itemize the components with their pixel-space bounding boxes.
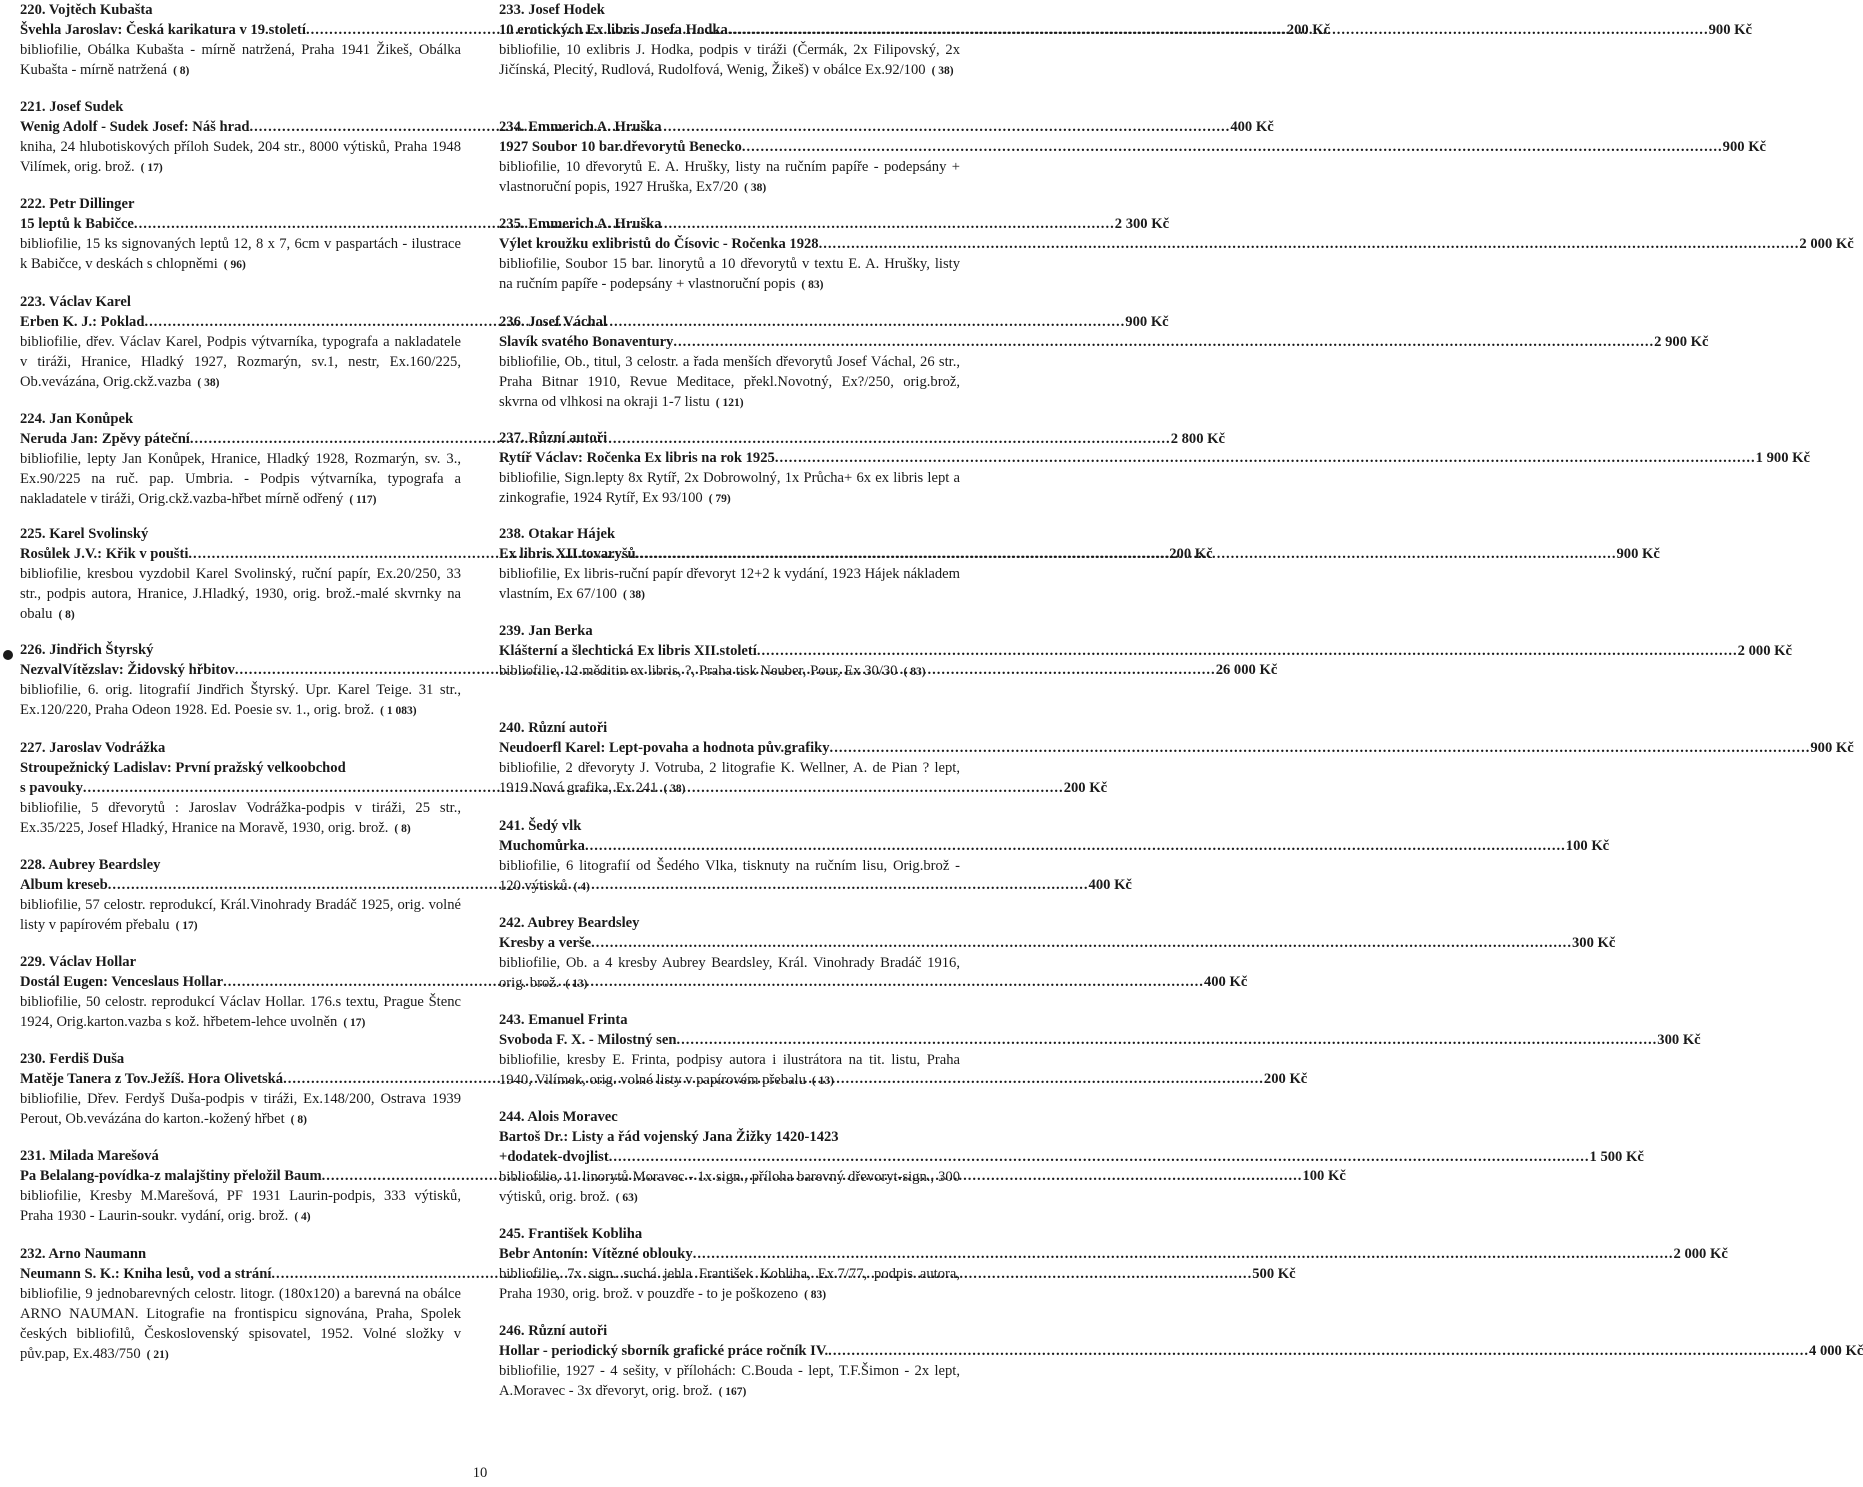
lot-price: 500 Kč [1252,1266,1296,1282]
lot-description: bibliofilie, 11 linorytů Moravec - 1x sign., příloha barevný dřevoryt-sign., 300 výtisků, orig. brož. ( 63) [499,1169,960,1205]
lot-heading: 225. Karel Svolinský [20,526,149,542]
lot-price: 400 Kč [1203,974,1248,990]
lot-price: 900 Kč [1708,22,1752,38]
lot-description: kniha, 24 hlubotiskových příloh Sudek, 204 str., 8000 výtisků, Praha 1948 Vilímek, orig. brož. ( 17) [20,139,461,175]
lot-price: 26 000 Kč [1215,662,1278,678]
lot-bid: ( 83) [801,279,824,291]
lot-description: bibliofilie, 1927 - 4 sešity, v přílohách: C.Bouda - lept, T.F.Šimon - 2x lept, A.Moravec - 3x dřevoryt, orig. brož. ( 167) [499,1363,960,1399]
lot-title-line: Wenig Adolf - Sudek Josef: Náš hrad ..... 400 Kč [20,117,461,137]
lot-description: bibliofilie, lepty Jan Konůpek, Hranice, Hladký 1928, Rozmarýn, sv. 3., Ex.90/225 na ruč. pap. Umbria. - Podpis výtvarníka, typografa a nakladatele v tiráži, Orig.ckž.vazba-hřbet mírně odřený ( 117) [20,451,461,507]
lot-heading: 245. František Kobliha [499,1226,643,1242]
lot-heading: 220. Vojtěch Kubašta [20,2,153,18]
lot-title-line: Klášterní a šlechtická Ex libris XII.století ..... 2 000 Kč [499,641,960,661]
lot-title-line: Rosůlek J.V.: Křik v poušti ..... 200 Kč [20,544,461,564]
lot-title-line: Švehla Jaroslav: Česká karikatura v 19.století ..... 200 Kč [20,20,461,40]
lot-description: bibliofilie, Obálka Kubašta - mírně natržená, Praha 1941 Žikeš, Obálka Kubašta - mírně natržená ( 8) [20,42,461,78]
lot-title-line: Svoboda F. X. - Milostný sen ..... 300 Kč [499,1030,960,1050]
lot-heading: 239. Jan Berka [499,623,593,639]
lot-title-line: Rytíř Václav: Ročenka Ex libris na rok 1925 ..... 1 900 Kč [499,448,960,468]
lot-bid: ( 4) [294,1211,311,1223]
lot-description: bibliofilie, Ob. a 4 kresby Aubrey Beardsley, Král. Vinohrady Bradáč 1916, orig. brož. ( 13) [499,955,960,991]
lot-bid: ( 38) [744,182,767,194]
lot-price: 200 Kč [1263,1071,1308,1087]
lot-title-line: Matěje Tanera z Tov.Ježíš. Hora Olivetská ..... 200 Kč [20,1069,461,1089]
lot-description: bibliofilie, 6 litografií od Šedého Vlka, tisknuty na ručním lisu, Orig.brož - 120 výtisků ( 4) [499,858,960,894]
lot-bid: ( 121) [715,397,744,409]
lot-description: bibliofilie, dřev. Václav Karel, Podpis výtvarníka, typografa a nakladatele v tiráži, Hranice, Hladký 1927, Rozmarýn, sv.1, nestr, Ex.160/225, Ob.vevázána, Orig.ckž.vazba ( 38) [20,334,461,390]
lot-heading: 235. Emmerich A. Hruška [499,216,662,232]
lot-price: 400 Kč [1230,119,1274,135]
lot-bid: ( 8) [290,1114,307,1126]
lot-heading: 236. Josef Váchal [499,314,607,330]
lot-bid: ( 17) [175,920,198,932]
lot-description: bibliofilie, 9 jednobarevných celostr. litogr. (180x120) a barevná na obálce ARNO NAUMAN. Litografie na frontispicu signována, Praha, Spolek českých bibliofilů, Československý spisovatel, 1952. Volné složky v pův.pap, Ex.483/750 ( 21) [20,1286,461,1362]
lot-title-line: Album kreseb ..... 400 Kč [20,875,461,895]
lot-description: bibliofilie, 10 exlibris J. Hodka, podpis v tiráži (Čermák, 2x Filipovský, 2x Jičínská, Plecitý, Rudlová, Rudolfová, Wenig, Žikeš) v obálce Ex.92/100 ( 38) [499,42,960,78]
lot-price: 2 000 Kč [1673,1246,1728,1262]
lot-description: bibliofilie, Ex libris-ruční papír dřevoryt 12+2 k vydání, 1923 Hájek nákladem vlastním, Ex 67/100 ( 38) [499,566,960,602]
lot-246 [499,1321,1863,1402]
lot-description: bibliofilie, 10 dřevorytů E. A. Hrušky, listy na ručním papíře - podepsány + vlastnoruční popis, 1927 Hruška, Ex7/20 ( 38) [499,159,960,195]
lot-price: 900 Kč [1810,740,1854,756]
lot-description: bibliofilie, Kresby M.Marešová, PF 1931 Laurin-podpis, 333 výtisků, Praha 1930 - Laurin-soukr. vydání, orig. brož. ( 4) [20,1188,461,1224]
lot-bid: ( 38) [663,783,686,795]
lot-bid: ( 96) [223,259,246,271]
lot-bid: ( 83) [804,1289,827,1301]
lot-price: 1 500 Kč [1589,1149,1644,1165]
lot-description: bibliofilie, 15 ks signovaných leptů 12, 8 x 7, 6cm v paspartách - ilustrace k Babičce, v deskách s chlopněmi ( 96) [20,236,461,272]
lot-price: 1 900 Kč [1755,450,1810,466]
lot-bid: ( 8) [58,609,75,621]
lot-title-line: 15 leptů k Babičce ..... 2 300 Kč [20,214,461,234]
lot-price: 900 Kč [1616,546,1660,562]
lot-price: 300 Kč [1571,935,1616,951]
lot-title-line: Pa Belalang-povídka-z malajštiny přeložil Baum ..... 100 Kč [20,1166,461,1186]
lot-description: bibliofilie, 2 dřevoryty J. Votruba, 2 litografie K. Wellner, A. de Pian ? lept, 1919 Nová grafika, Ex 241 ( 38) [499,760,960,796]
lot-title-line: Hollar - periodický sborník grafické práce ročník IV. ..... 4 000 Kč [499,1341,960,1361]
lot-price: 2 000 Kč [1799,236,1854,252]
lot-price: 300 Kč [1657,1032,1701,1048]
lot-heading: 227. Jaroslav Vodrážka [20,740,166,756]
lot-bid: ( 21) [146,1349,169,1361]
lot-heading: 238. Otakar Hájek [499,526,616,542]
lot-description: bibliofilie, Sign.lepty 8x Rytíř, 2x Dobrowolný, 1x Průcha+ 6x ex libris lept a zinkografie, 1924 Rytíř, Ex 93/100 ( 79) [499,470,960,506]
lot-heading: 240. Různí autoři [499,720,608,736]
lot-title: Stroupežnický Ladislav: První pražský velkoobchod [20,760,346,776]
lot-heading: 244. Alois Moravec [499,1109,618,1125]
lot-title-line: Dostál Eugen: Venceslaus Hollar ..... 400 Kč [20,972,461,992]
lot-bid: ( 1 083) [380,705,417,717]
lot-bid: ( 38) [622,589,646,601]
lot-bid: ( 17) [343,1017,366,1029]
lot-heading: 221. Josef Sudek [20,99,124,115]
lot-bid: ( 38) [197,377,220,389]
bullet-marker-icon [3,650,13,660]
lot-bid: ( 79) [708,493,731,505]
lot-heading: 230. Ferdiš Duša [20,1051,125,1067]
lot-title-line: Erben K. J.: Poklad ..... 900 Kč [20,312,461,332]
lot-title-line: Neudoerfl Karel: Lept-povaha a hodnota pův.grafiky ..... 900 Kč [499,738,960,758]
lot-title-line: Slavík svatého Bonaventury ..... 2 900 Kč [499,332,960,352]
lot-description: bibliofilie, kresbou vyzdobil Karel Svolinský, ruční papír, Ex.20/250, 33 str., podpis autora, Hranice, J.Hladký, 1930, orig. brož.-malé skvrnky na obalu ( 8) [20,566,461,622]
lot-heading: 229. Václav Hollar [20,954,137,970]
lot-title-line: Ex libris XII.tovaryšů ..... 900 Kč [499,544,960,564]
lot-title-line: Muchomůrka ..... 100 Kč [499,836,960,856]
page-number: 10 [472,1465,488,1481]
lot-title: Bartoš Dr.: Listy a řád vojenský Jana Žižky 1420-1423 [499,1129,839,1145]
lot-bid: ( 8) [394,823,411,835]
lot-title-line: +dodatek-dvojlist ..... 1 500 Kč [499,1147,960,1167]
lot-bid: ( 167) [718,1386,747,1398]
lot-price: 2 000 Kč [1737,643,1792,659]
lot-bid: ( 13) [565,978,588,990]
lot-price: 100 Kč [1302,1168,1346,1184]
lot-price: 2 300 Kč [1114,216,1170,232]
lot-heading: 223. Václav Karel [20,294,131,310]
lot-title-line: Neruda Jan: Zpěvy páteční ..... 2 800 Kč [20,429,461,449]
lot-title-line: s pavouky ..... 200 Kč [20,778,461,798]
lot-heading: 246. Různí autoři [499,1323,608,1339]
lot-title-line: NezvalVítězslav: Židovský hřbitov ..... 26 000 Kč [20,660,461,680]
lot-price: 200 Kč [1286,22,1331,38]
lot-bid: ( 63) [615,1192,638,1204]
lot-title-line: Kresby a verše ..... 300 Kč [499,933,960,953]
lot-bid: ( 17) [140,162,163,174]
lot-heading: 226. Jindřich Štyrský [20,642,154,658]
lot-description: bibliofilie, 6. orig. litografií Jindřich Štyrský. Upr. Karel Teige. 31 str., Ex.120/220, Praha Odeon 1928. Ed. Poesie sv. 1., orig. brož. ( 1 083) [20,682,461,718]
lot-heading: 241. Šedý vlk [499,818,582,834]
lot-description: bibliofilie, 5 dřevorytů : Jaroslav Vodrážka-podpis v tiráži, 25 str., Ex.35/225, Josef Hladký, Hranice na Moravě, 1930, orig. brož. ( 8) [20,800,461,836]
lot-description: bibliofilie, 7x sign. suchá jehla František Kobliha, Ex.7/77, podpis autora, Praha 1930, orig. brož. v pouzdře - to je poškozeno ( 83) [499,1266,960,1302]
lot-description: bibliofilie, 50 celostr. reprodukcí Václav Hollar. 176.s textu, Prague Štenc 1924, Orig.karton.vazba s kož. hřbetem-lehce uvolněn ( 17) [20,994,461,1030]
lot-heading: 242. Aubrey Beardsley [499,915,640,931]
lot-bid: ( 8) [173,65,190,77]
lot-heading: 228. Aubrey Beardsley [20,857,161,873]
lot-price: 400 Kč [1088,877,1132,893]
lot-price: 900 Kč [1722,139,1767,155]
lot-heading: 224. Jan Konůpek [20,411,134,427]
lot-title-line: Výlet kroužku exlibristů do Čísovic - Ročenka 1928 ..... 2 000 Kč [499,234,960,254]
lot-heading: 234. Emmerich A. Hruška [499,119,662,135]
lot-heading: 231. Milada Marešová [20,1148,159,1164]
lot-bid: ( 83) [903,666,926,678]
lot-heading: 232. Arno Naumann [20,1246,147,1262]
lot-description: bibliofilie, Soubor 15 bar. linorytů a 10 dřevorytů v textu E. A. Hrušky, listy na ručním papíře - podepsány + vlastnoruční popis ( 83) [499,256,960,292]
lot-bid: ( 117) [349,494,377,506]
lot-title-line: 1927 Soubor 10 bar.dřevorytů Benecko ..... 900 Kč [499,137,960,157]
lot-price: 2 800 Kč [1170,431,1226,447]
lot-heading: 237. Různí autoři [499,430,608,446]
lot-price: 4 000 Kč [1809,1343,1863,1359]
lot-title-line: Bebr Antonín: Vítězné oblouky ..... 2 000 Kč [499,1244,960,1264]
lot-heading: 233. Josef Hodek [499,2,605,18]
lot-price: 200 Kč [1169,546,1213,562]
lot-description: bibliofilie, Ob., titul, 3 celostr. a řada menších dřevorytů Josef Váchal, 26 str., Praha Bitnar 1910, Revue Meditace, překl.Novotný, Ex?/250, orig.brož, skvrna od vlhkosi na okraji 1-7 listu ( 121) [499,354,960,410]
lot-price: 900 Kč [1125,314,1169,330]
lot-heading: 243. Emanuel Frinta [499,1012,628,1028]
lot-heading: 222. Petr Dillinger [20,196,135,212]
lot-description: bibliofilie, kresby E. Frinta, podpisy autora i ilustrátora na tit. listu, Praha 1940, Vilímek, orig. volné listy v papírovém přebalu ( 13) [499,1052,960,1088]
lot-title-line: Neumann S. K.: Kniha lesů, vod a strání ..... 500 Kč [20,1264,461,1284]
lot-price: 2 900 Kč [1654,334,1709,350]
lot-bid: ( 38) [931,65,954,77]
lot-description: bibliofilie, Dřev. Ferdyš Duša-podpis v tiráži, Ex.148/200, Ostrava 1939 Perout, Ob.vevázána do karton.-kožený hřbet ( 8) [20,1091,461,1127]
lot-description: bibliofilie, 57 celostr. reprodukcí, Král.Vinohrady Bradáč 1925, orig. volné listy v papírovém přebalu ( 17) [20,897,461,933]
lot-bid: ( 4) [573,881,590,893]
lot-description: bibliofilie, 12 měditin ex libris, ?, Praha tisk Neuber, Pour, Ex 30/30 ( 83) [499,663,926,679]
lot-price: 100 Kč [1565,838,1610,854]
lot-title-line: 10 erotických Ex libris Josefa Hodka ..... 900 Kč [499,20,960,40]
lot-bid: ( 13) [811,1075,834,1087]
lot-price: 200 Kč [1063,780,1108,796]
